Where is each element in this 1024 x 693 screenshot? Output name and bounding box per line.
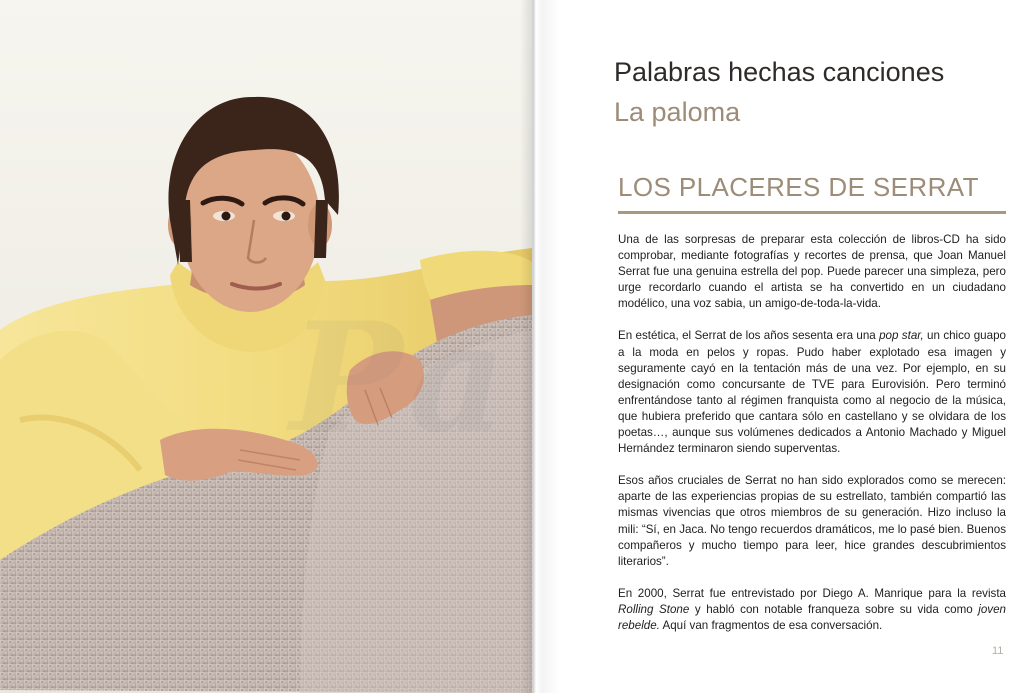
text-run: Aquí van fragmentos de esa conversación. (659, 618, 883, 632)
article-body (618, 232, 1006, 650)
article-paragraph (618, 232, 1006, 312)
text-page (560, 0, 1024, 693)
italic-run: joven rebelde. (618, 602, 1006, 632)
header-title: Palabras hechas canciones (614, 57, 945, 87)
italic-run: pop star, (879, 329, 924, 343)
section-heading: LOS PLACERES DE SERRAT (618, 172, 979, 202)
header-subtitle: La paloma (614, 97, 741, 127)
text-run: un chico guapo a la moda en pelos y ropas. Pudo haber explotado esa imagen y seguramente cayó en la tentación más de una vez. Por ejemplo, en su designación como concursante de TVE para Eurovisión. Pero terminó enfrentándose tanto al régimen franquista como al negocio de la música, que hubiera preferido que cantara sólo en castellano y se olvidara de los poetas…, aunque sus volúmenes dedicados a Antonio Machado y Miguel Hernández terminaron siendo superventas. (618, 329, 1006, 456)
text-run: Una de las sorpresas de preparar esta colección de libros-CD ha sido comprobar, mediante fotografías y recortes de prensa, que Joan Manuel Serrat fue una genuina estrella del pop. Puede parecer una simpleza, pero urge recordarlo cuando el artista se ha convertido en un ciudadano modélico, una voz sabia, un amigo-de-toda-la-vida. (618, 233, 1006, 311)
italic-run: Rolling Stone (618, 602, 690, 616)
article-paragraph (618, 473, 1006, 570)
article-paragraph (618, 328, 1006, 457)
text-run: y habló con notable franqueza sobre su vida como (689, 602, 979, 616)
text-run: Esos años cruciales de Serrat no han sido explorados como se merecen: aparte de las experiencias propias de su estrellato, también compartió las mismas vivencias que otros miembros de su generación. Hizo incluso la mili: “Sí, en Jaca. No tengo recuerdos dramáticos, me lo pasé bien. Buenos compañeros y mucho tiempo para leer, hice grandes descubrimientos literarios”. (618, 474, 1006, 568)
heading-rule (618, 211, 1006, 214)
text-run: En 2000, Serrat fue entrevistado por Diego A. Manrique para la revista (618, 586, 1006, 600)
text-run: En estética, el Serrat de los años sesenta era una (618, 329, 880, 343)
article-paragraph (618, 586, 1006, 634)
page-number: 11 (992, 645, 1004, 657)
